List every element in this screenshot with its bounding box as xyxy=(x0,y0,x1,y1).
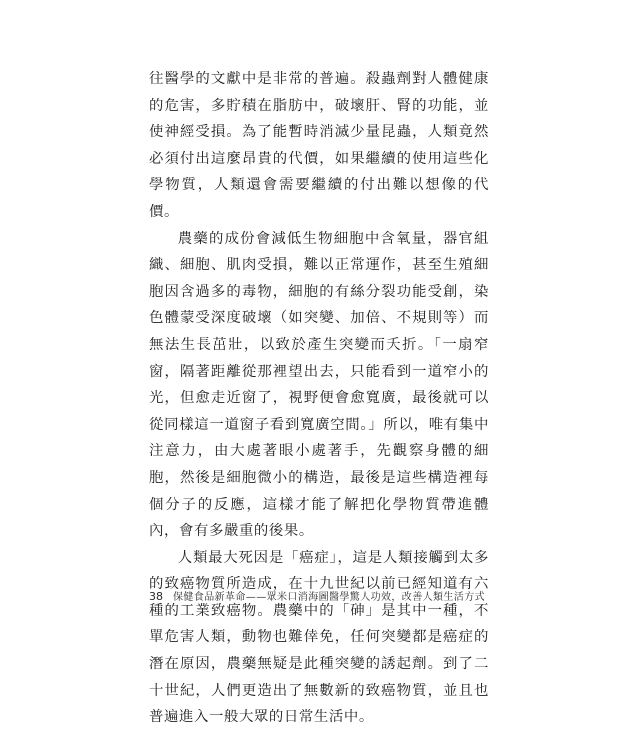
running-title: 保健食品新革命——眾米口消海圖醫學驚人功效，改善人類生活方式 xyxy=(173,592,485,603)
paragraph-2: 農藥的成份會減低生物細胞中含氧量，器官組織、細胞、肌肉受損，難以正常運作，甚至生殖細胞因含過多的毒物，細胞的有絲分裂功能受創，染色體蒙受深度破壞（如突變、加倍、不規則等）而無法生長茁壯，以致於產生突變而夭折。「一扇窄窗，隔著距離從那裡望出去，只能看到一道窄小的光，但愈走近窗了，視野便會愈寬廣，最後就可以從同樣這一道窗子看到寬廣空間。」所以，唯有集中注意力，由大處著眼小處著手，先觀察身體的細胞，然後是細胞微小的構造，最後是這些構造裡每個分子的反應，這樣才能了解把化學物質帶進體內，會有多嚴重的後果。 xyxy=(149,230,489,540)
paragraph-3: 人類最大死因是「癌症」，這是人類接觸到太多的致癌物質所造成，在十九世紀以前已經知道有六種的工業致癌物。農藥中的「砷」是其中一種，不單危害人類，動物也難倖免，任何突變都是癌症的潛在原因，農藥無疑是此種突變的誘起劑。到了二十世紀，人們更造出了無數新的致癌物質，並且也普遍進入一般大眾的日常生活中。 xyxy=(149,549,489,726)
paragraph-1: 往醫學的文獻中是非常的普遍。殺蟲劑對人體健康的危害，多貯積在脂肪中，破壞肝、腎的功能，並使神經受損。為了能暫時消滅少量昆蟲，人類竟然必須付出這麼昂貴的代價，如果繼續的使用這些化學物質，人類還會需要繼續的付出難以想像的代價。 xyxy=(149,71,489,220)
page-footer xyxy=(149,588,494,603)
body-text xyxy=(149,66,489,731)
page-number: 38 xyxy=(149,590,163,603)
